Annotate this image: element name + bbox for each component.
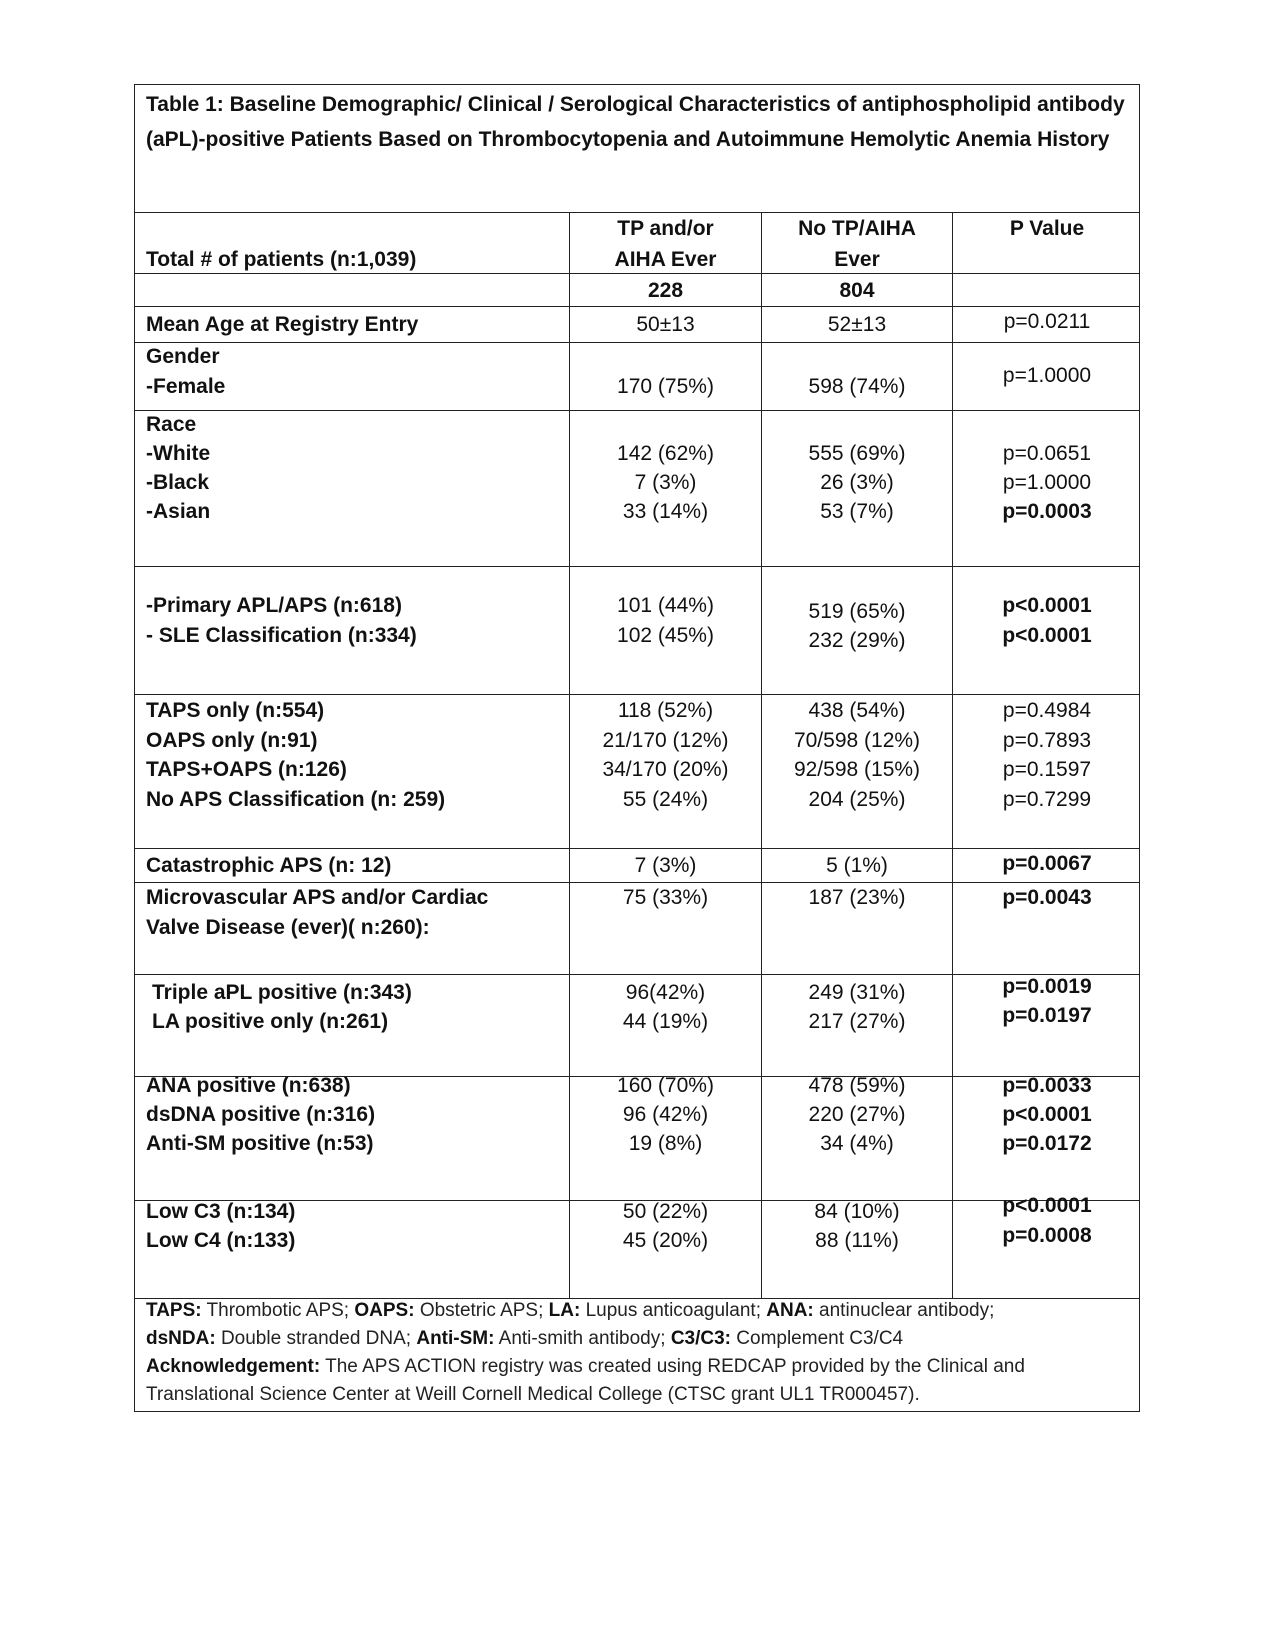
p-value: p=0.1597 <box>1002 758 1092 781</box>
cell: 217 (27%) <box>808 1010 906 1033</box>
cell: 34/170 (20%) <box>602 758 729 781</box>
cell: 55 (24%) <box>622 788 709 811</box>
row-label-taps: TAPS only (n:554) <box>146 699 325 722</box>
abbr-value: Anti-smith antibody; <box>494 1328 671 1349</box>
row-label-catastrophic-aps: Catastrophic APS (n: 12) <box>146 854 392 877</box>
acknowledgement-text: The APS ACTION registry was created using REDCAP provided by the Clinical and <box>320 1356 1025 1377</box>
abbr-key: Anti-SM: <box>416 1328 495 1349</box>
cell: 7 (3%) <box>634 854 697 877</box>
cell: 5 (1%) <box>826 854 888 877</box>
cell: 50±13 <box>636 313 695 336</box>
total-patients-label: Total # of patients (n:1,039) <box>146 248 417 271</box>
p-value: p=0.0003 <box>1002 500 1092 523</box>
footnote-line <box>146 1325 1131 1353</box>
abbr-key: C3/C3: <box>670 1328 731 1349</box>
cell: 142 (62%) <box>617 442 714 465</box>
cell: 102 (45%) <box>617 624 714 647</box>
cell: 220 (27%) <box>808 1103 906 1126</box>
abbr-key: OAPS: <box>354 1300 415 1321</box>
p-value: p<0.0001 <box>1002 1194 1092 1217</box>
p-value: p=0.0033 <box>1002 1074 1092 1097</box>
table-document <box>134 84 1140 1412</box>
col-header-tp-aiha-line1: TP and/or <box>617 217 714 240</box>
rule <box>135 212 1139 213</box>
p-value: p=0.0172 <box>1002 1132 1092 1155</box>
cell: 88 (11%) <box>815 1229 899 1252</box>
abbr-value: antinuclear antibody; <box>813 1300 995 1321</box>
p-value: p=0.0019 <box>1002 975 1092 998</box>
p-value: p<0.0001 <box>1002 624 1092 647</box>
cell: 33 (14%) <box>622 500 709 523</box>
row-label-gender: Gender <box>146 345 220 368</box>
cell: 92/598 (15%) <box>793 758 921 781</box>
rule <box>135 566 1139 567</box>
abbr-key: LA: <box>548 1300 581 1321</box>
col-header-no-tp-line2: Ever <box>834 248 880 271</box>
cell: 160 (70%) <box>617 1074 714 1097</box>
cell: 101 (44%) <box>617 594 714 617</box>
row-label-low-c3: Low C3 (n:134) <box>146 1200 296 1223</box>
p-value: p=0.0067 <box>1002 852 1092 875</box>
row-label-triple-apl: Triple aPL positive (n:343) <box>152 981 412 1004</box>
row-label-no-aps: No APS Classification (n: 259) <box>146 788 446 811</box>
abbr-value: Complement C3/C4 <box>731 1328 904 1349</box>
row-label-microvascular-line2: Valve Disease (ever)( n:260): <box>146 916 430 939</box>
p-value: p=1.0000 <box>1002 471 1092 494</box>
row-label-black: -Black <box>146 471 210 494</box>
acknowledgement-line2: Translational Science Center at Weill Cornell Medical College (CTSC grant UL1 TR000457). <box>146 1384 920 1405</box>
row-label-microvascular-line1: Microvascular APS and/or Cardiac <box>146 886 489 909</box>
col-header-no-tp-line1: No TP/AIHA <box>798 217 916 240</box>
cell: 44 (19%) <box>622 1010 709 1033</box>
table-title: Table 1: Baseline Demographic/ Clinical / Serological Characteristics of antiphospholipid antibody (aPL)-positive Patients Based on Thrombocytopenia and Autoimmune Hemolytic Anemia History <box>146 93 1125 151</box>
acknowledgement-key: Acknowledgement: <box>146 1356 321 1377</box>
cell: 53 (7%) <box>820 500 894 523</box>
row-label-oaps: OAPS only (n:91) <box>146 729 318 752</box>
cell: 21/170 (12%) <box>602 729 729 752</box>
cell: 19 (8%) <box>628 1132 703 1155</box>
cell: 204 (25%) <box>808 788 906 811</box>
rule <box>135 342 1139 343</box>
p-value: p=1.0000 <box>1002 364 1092 387</box>
p-value: p=0.0008 <box>1002 1224 1092 1247</box>
abbr-key: dsNDA: <box>146 1328 216 1349</box>
cell: 45 (20%) <box>622 1229 709 1252</box>
abbr-key: TAPS: <box>146 1300 202 1321</box>
cell: 50 (22%) <box>622 1200 709 1223</box>
p-value: p<0.0001 <box>1002 594 1092 617</box>
cell: 187 (23%) <box>808 886 906 909</box>
row-label-race: Race <box>146 413 197 436</box>
row-label-primary-apl: -Primary APL/APS (n:618) <box>146 594 402 617</box>
row-label-low-c4: Low C4 (n:133) <box>146 1229 296 1252</box>
p-value: p=0.7893 <box>1002 729 1092 752</box>
cell: 96(42%) <box>625 981 706 1004</box>
cell: 7 (3%) <box>634 471 697 494</box>
p-value: p=0.0211 <box>1003 310 1091 333</box>
row-label-anti-sm: Anti-SM positive (n:53) <box>146 1132 374 1155</box>
cell: 555 (69%) <box>808 442 906 465</box>
rule <box>135 410 1139 411</box>
abbr-value: Double stranded DNA; <box>215 1328 417 1349</box>
cell: 70/598 (12%) <box>793 729 921 752</box>
footnote-line <box>146 1297 1131 1325</box>
row-label-taps-oaps: TAPS+OAPS (n:126) <box>146 758 347 781</box>
cell: 52±13 <box>827 313 887 336</box>
cell: 75 (33%) <box>622 886 709 909</box>
p-value: p=0.4984 <box>1002 699 1092 722</box>
col-header-tp-aiha-line2: AIHA Ever <box>614 248 717 271</box>
rule <box>135 694 1139 695</box>
cell: 478 (59%) <box>808 1074 906 1097</box>
row-label-age: Mean Age at Registry Entry <box>146 313 419 336</box>
row-label-ana: ANA positive (n:638) <box>146 1074 351 1097</box>
cell: 118 (52%) <box>617 699 714 722</box>
cell: 438 (54%) <box>808 699 906 722</box>
cell: 598 (74%) <box>808 375 906 398</box>
col1-n: 228 <box>647 279 684 302</box>
col-header-p-value: P Value <box>1009 217 1085 240</box>
footnotes <box>146 1297 1131 1409</box>
cell: 249 (31%) <box>808 981 906 1004</box>
row-label-la-positive: LA positive only (n:261) <box>152 1010 389 1033</box>
row-label-asian: -Asian <box>146 500 211 523</box>
cell: 170 (75%) <box>617 375 714 398</box>
abbr-value: Obstetric APS; <box>414 1300 549 1321</box>
abbr-value: Lupus anticoagulant; <box>580 1300 767 1321</box>
row-label-dsdna: dsDNA positive (n:316) <box>146 1103 376 1126</box>
p-value: p<0.0001 <box>1002 1103 1092 1126</box>
cell: 26 (3%) <box>820 471 894 494</box>
cell: 84 (10%) <box>814 1200 900 1223</box>
col2-n: 804 <box>839 279 875 302</box>
p-value: p=0.0197 <box>1002 1004 1092 1027</box>
p-value: p=0.0651 <box>1002 442 1092 465</box>
row-label-female: -Female <box>146 375 226 398</box>
cell: 519 (65%) <box>808 600 906 623</box>
cell: 232 (29%) <box>808 629 906 652</box>
p-value: p=0.7299 <box>1002 788 1092 811</box>
abbr-value: Thrombotic APS; <box>201 1300 355 1321</box>
acknowledgement <box>146 1353 1131 1381</box>
cell: 34 (4%) <box>820 1132 894 1155</box>
cell: 96 (42%) <box>622 1103 709 1126</box>
abbr-key: ANA: <box>766 1300 814 1321</box>
row-label-sle: - SLE Classification (n:334) <box>146 624 417 647</box>
p-value: p=0.0043 <box>1002 886 1092 909</box>
row-label-white: -White <box>146 442 211 465</box>
